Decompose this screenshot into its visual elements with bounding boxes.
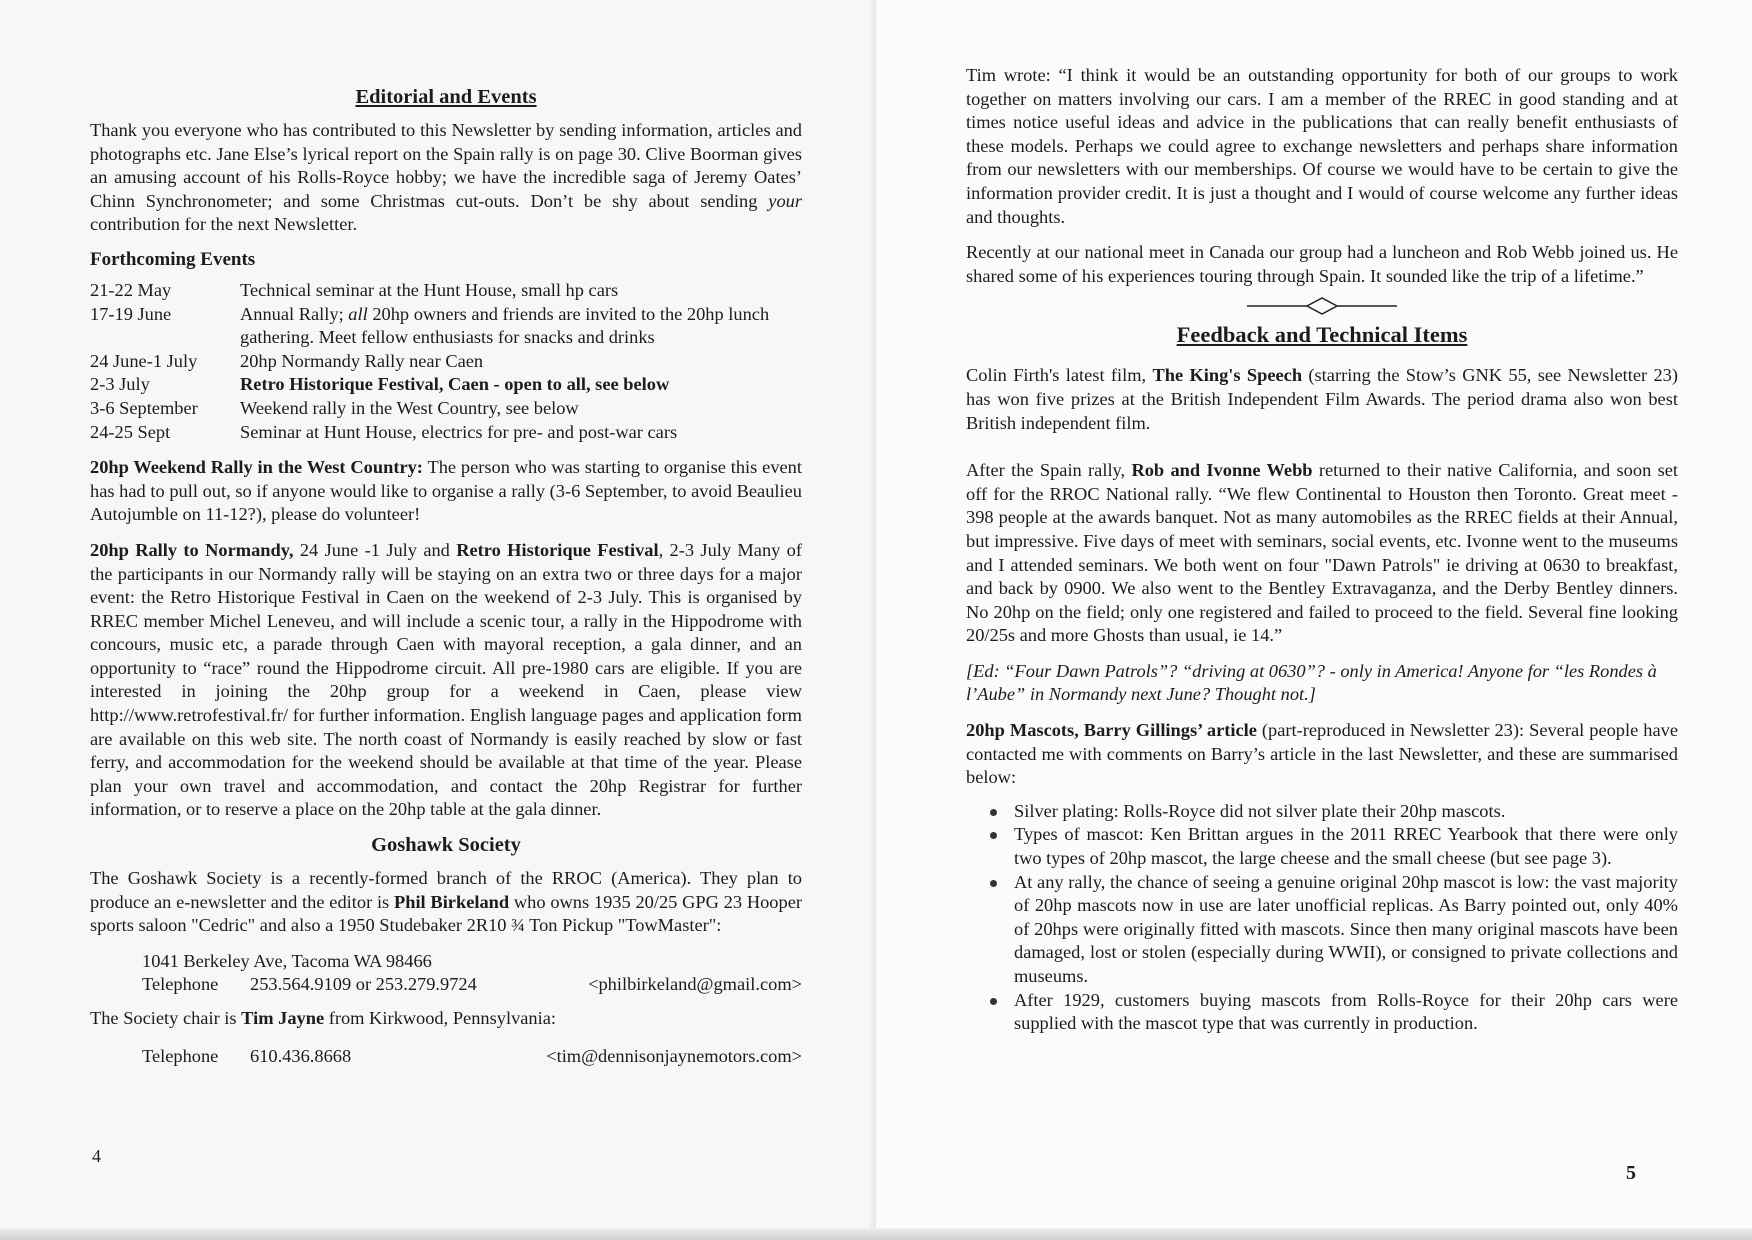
- event-text: [240, 303, 802, 350]
- events-list: [90, 279, 802, 444]
- telephone-number: 253.564.9109 or 253.279.9724: [250, 974, 477, 995]
- webb-text-2: returned to their native California, and soon set off for the RROC National rally. “We flew Continental to Houston then Toronto. Great meet - 398 people at the awards banquet. Not as many automobiles as the RREC fields at their Annual, but impressive. Five days of meet with seminars, social events, etc. Ivonne went to the museums and I attended seminars. We both went on four "Dawn Patrols" ie driving at 0630 to breakfast, and back by 0900. We also went to the Bentley Extravaganza, and the Derby Bentley dinners. No 20hp on the field; only one registered and failed to proceed to the field. Several fine looking 20/25s and more Ghosts than usual, ie 14.”: [966, 460, 1678, 646]
- event-date: 2-3 July: [90, 374, 150, 395]
- tim-quote-paragraph: Tim wrote: “I think it would be an outstanding opportunity for both of our groups to work together on matters involving our cars. I am a member of the RREC in good standing and at times notice useful ideas and advice in the publications that can really benefit enthusiasts of these models. Perhaps we could agree to exchange newsletters and perhaps share information from our newsletters with our memberships. Of course we would have to be certain to give the information provider credit. It is just a thought and I would of course welcome any further ideas and thoughts.: [966, 65, 1678, 227]
- normandy-paragraph: [90, 539, 802, 822]
- event-row: [90, 350, 802, 374]
- webb-text-1: After the Spain rally,: [966, 460, 1132, 481]
- diamond-divider-icon: [1247, 296, 1397, 316]
- bullet-icon: [990, 998, 997, 1005]
- west-country-title: 20hp Weekend Rally in the West Country:: [90, 457, 423, 478]
- editor-address-block: [142, 950, 802, 997]
- chair-text-1: The Society chair is: [90, 1008, 242, 1028]
- chair-telephone-line: [142, 1045, 802, 1069]
- mascots-text: (part-reproduced in Newsletter 23): Several people have contacted me with comments on Barry’s article in the last Newsletter, and these are summarised below:: [966, 720, 1678, 788]
- event-text: Retro Historique Festival, Caen - open to all, see below: [240, 374, 670, 395]
- right-column: [966, 64, 1678, 1036]
- event-text: Seminar at Hunt House, electrics for pre- and post-war cars: [240, 421, 678, 442]
- kings-speech-text-1: Colin Firth's latest film,: [966, 365, 1153, 386]
- event-date: 24-25 Sept: [90, 421, 171, 442]
- diamond-divider: [966, 296, 1678, 316]
- event-date: 3-6 September: [90, 397, 198, 418]
- feedback-heading: Feedback and Technical Items: [1176, 322, 1468, 348]
- bullet-icon: [990, 809, 997, 816]
- event-row: [90, 303, 802, 350]
- mascots-title: 20hp Mascots, Barry Gillings’ article: [966, 720, 1257, 741]
- webb-names: Rob and Ivonne Webb: [1131, 460, 1313, 481]
- editor-street: 1041 Berkeley Ave, Tacoma WA 98466: [142, 950, 432, 971]
- event-date: 24 June-1 July: [90, 350, 198, 371]
- goshawk-paragraph: [90, 867, 802, 938]
- list-item: [984, 989, 1678, 1036]
- canada-paragraph: Recently at our national meet in Canada our group had a luncheon and Rob Webb joined us. He shared some of his experiences touring through Spain. It sounded like the trip of a lifetime.”: [966, 242, 1678, 286]
- chair-name: Tim Jayne: [241, 1008, 325, 1028]
- event-row: [90, 279, 802, 303]
- list-item: [984, 823, 1678, 870]
- mascot-bullet-list: [984, 800, 1678, 1036]
- telephone-label: Telephone: [142, 974, 219, 995]
- west-country-paragraph: [90, 456, 802, 527]
- normandy-text-1: 24 June -1 July and: [293, 539, 457, 560]
- telephone-number: 610.436.8668: [250, 1045, 352, 1066]
- chair-contact-block: [142, 1045, 802, 1069]
- editor-note: [966, 660, 1678, 707]
- intro-text-a: Thank you everyone who has contributed to this Newsletter by sending information, articles and photographs etc. Jane Else’s lyrical report on the Spain rally is on page 30. Clive Boorman gives an amusing account of his Rolls-Royce hobby; we have the incredible saga of Jeremy Oates’ Chinn Synchronometer; and some Christmas cut-outs. Don’t be shy about sending: [90, 120, 802, 211]
- bullet-icon: [990, 832, 997, 839]
- editor-note-text: [Ed: “Four Dawn Patrols”? “driving at 0630”? - only in America! Anyone for “les Rondes à l’Aube” in Normandy next June? Thought not.]: [966, 660, 1657, 705]
- goshawk-text-2: who owns 1935 20/25 GPG 23 Hooper sports saloon "Cedric" and also a 1950 Studebaker 2R10 ¾ Ton Pickup "TowMaster":: [90, 891, 802, 936]
- telephone-label: Telephone: [142, 1045, 219, 1066]
- normandy-title: 20hp Rally to Normandy,: [90, 539, 294, 560]
- film-title: The King's Speech: [1152, 365, 1303, 386]
- list-item: [984, 871, 1678, 989]
- event-row: [90, 421, 802, 445]
- webb-paragraph: [966, 459, 1678, 648]
- list-item: [984, 800, 1678, 824]
- goshawk-text-1: The Goshawk Society is a recently-formed branch of the RROC (America). They plan to produce an e-newsletter and the editor is: [90, 868, 802, 912]
- kings-speech-paragraph: [966, 364, 1678, 435]
- retro-festival-title: Retro Historique Festival: [456, 539, 659, 560]
- bullet-text: Types of mascot: Ken Brittan argues in the 2011 RREC Yearbook that there were only two types of 20hp mascot, the large cheese and the small cheese (but see page 3).: [1014, 824, 1678, 869]
- event-date: 21-22 May: [90, 279, 172, 300]
- page-bottom-edge: [0, 1228, 1752, 1240]
- chair-text-2: from Kirkwood, Pennsylvania:: [324, 1008, 557, 1028]
- bullet-text: Silver plating: Rolls-Royce did not silver plate their 20hp mascots.: [1014, 800, 1506, 821]
- bullet-text: After 1929, customers buying mascots from Rolls-Royce for their 20hp cars were supplied with the mascot type that was currently in production.: [1014, 989, 1678, 1034]
- event-text-b: 20hp owners and friends are invited to the 20hp lunch gathering. Meet fellow enthusiasts for snacks and drinks: [240, 303, 770, 348]
- left-column: [90, 86, 802, 1078]
- event-row: [90, 397, 802, 421]
- editor-name: Phil Birkeland: [393, 891, 510, 912]
- chair-paragraph: [90, 1007, 802, 1031]
- chair-email[interactable]: <tim@dennisonjaynemotors.com>: [546, 1045, 802, 1066]
- goshawk-heading: Goshawk Society: [371, 834, 521, 857]
- page-number: 4: [92, 1146, 101, 1166]
- event-text: 20hp Normandy Rally near Caen: [240, 350, 484, 371]
- event-row: [90, 373, 802, 397]
- intro-emphasis: your: [768, 190, 802, 211]
- event-text-a: Annual Rally;: [240, 303, 349, 324]
- editor-email[interactable]: <philbirkeland@gmail.com>: [588, 974, 802, 995]
- bullet-icon: [990, 880, 997, 887]
- editorial-intro: [90, 119, 802, 237]
- page-number: 5: [1626, 1162, 1636, 1184]
- event-text: Technical seminar at the Hunt House, small hp cars: [240, 279, 619, 300]
- bullet-text: At any rally, the chance of seeing a genuine original 20hp mascot is low: the vast majority of 20hp mascots now in use are later unofficial replicas. As Barry pointed out, only 40% of 20hps were originally fitted with mascots. Since then many original mascots have been damaged, lost or stolen (especially during WWII), or consigned to private collections and museums.: [1014, 871, 1678, 986]
- west-country-text: The person who was starting to organise this event has had to pull out, so if anyone would like to organise a rally (3-6 September, to avoid Beaulieu Autojumble on 11-12?), please do volunteer!: [90, 457, 802, 525]
- spacer: [966, 447, 1678, 459]
- event-date: 17-19 June: [90, 303, 172, 324]
- editor-telephone-line: [142, 973, 802, 997]
- forthcoming-events-heading: Forthcoming Events: [90, 248, 256, 270]
- intro-text-b: contribution for the next Newsletter.: [90, 214, 358, 235]
- kings-speech-text-2: (starring the Stow’s GNK 55, see Newsletter 23) has won five prizes at the British Independent Film Awards. The period drama also won best British independent film.: [966, 365, 1678, 433]
- normandy-text-2: , 2-3 July Many of the participants in our Normandy rally will be staying on an extra two or three days for a major event: the Retro Historique Festival in Caen on the weekend of 2-3 July. This is organised by RREC member Michel Leneveu, and will include a scenic tour, a rally in the Hippodrome with concours, music etc, a parade through Caen with mayoral reception, a gala dinner, and an opportunity to “race” round the Hippodrome circuit. All pre-1980 cars are eligible. If you are interested in joining the 20hp group for a weekend in Caen, please view http://www.retrofestival.fr/ for further information. English language pages and application form are available on this web site. The north coast of Normandy is easily reached by slow or fast ferry, and accommodation for the weekend should be available at that time of the year. Please plan your own travel and accommodation, and contact the 20hp Registrar for further information, or to reserve a place on the 20hp table at the gala dinner.: [90, 539, 803, 820]
- mascots-paragraph: [966, 719, 1678, 790]
- event-text-emphasis: all: [348, 303, 368, 324]
- event-text: Weekend rally in the West Country, see below: [240, 397, 579, 418]
- editorial-heading: Editorial and Events: [355, 86, 537, 108]
